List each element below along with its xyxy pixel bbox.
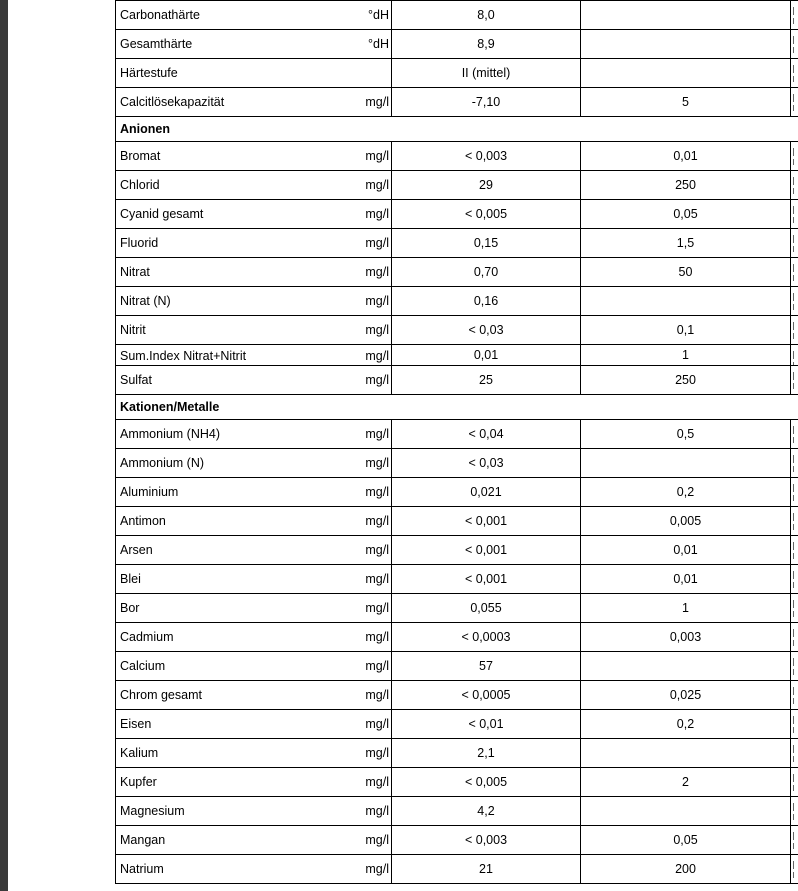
table-row: [116, 797, 798, 826]
measured-value: < 0,04: [392, 420, 581, 449]
parameter-cell: [116, 710, 392, 739]
measured-value: < 0,003: [392, 826, 581, 855]
table-row: [116, 507, 798, 536]
parameter-name: Ammonium (NH4): [120, 427, 221, 441]
table-row: [116, 710, 798, 739]
measured-value: < 0,03: [392, 316, 581, 345]
limit-value: 0,01: [581, 142, 791, 171]
parameter-cell: [116, 652, 392, 681]
table-row: [116, 565, 798, 594]
limit-value: [581, 449, 791, 478]
parameter-unit: °dH: [368, 8, 389, 22]
parameter-cell: [116, 30, 392, 59]
parameter-name: Cadmium: [120, 630, 174, 644]
measured-value: 2,1: [392, 739, 581, 768]
limit-value: [581, 1, 791, 30]
parameter-unit: °dH: [368, 37, 389, 51]
parameter-cell: [116, 797, 392, 826]
parameter-unit: mg/l: [365, 833, 389, 847]
table-row: [116, 229, 798, 258]
measured-value: < 0,001: [392, 536, 581, 565]
limit-value: 0,005: [581, 507, 791, 536]
parameter-name: Sum.Index Nitrat+Nitrit: [120, 349, 247, 363]
parameter-name: Blei: [120, 572, 141, 586]
parameter-unit: mg/l: [365, 862, 389, 876]
parameter-name: Calcium: [120, 659, 166, 673]
parameter-cell: [116, 826, 392, 855]
limit-value: 0,05: [581, 200, 791, 229]
limit-value: 5: [581, 88, 791, 117]
parameter-unit: mg/l: [365, 601, 389, 615]
limit-value: 1: [581, 594, 791, 623]
truncated-column: [791, 1, 798, 30]
table-row: [116, 30, 798, 59]
parameter-unit: mg/l: [365, 485, 389, 499]
table-row: [116, 287, 798, 316]
truncated-column: [791, 366, 798, 395]
parameter-cell: [116, 142, 392, 171]
parameter-cell: [116, 88, 392, 117]
truncated-column: [791, 420, 798, 449]
limit-value: 250: [581, 171, 791, 200]
truncated-column: [791, 768, 798, 797]
parameter-cell: [116, 200, 392, 229]
limit-value: 0,2: [581, 478, 791, 507]
parameter-cell: [116, 681, 392, 710]
parameter-name: Natrium: [120, 862, 164, 876]
truncated-column: [791, 449, 798, 478]
truncated-column: [791, 59, 798, 88]
parameter-cell: [116, 855, 392, 884]
limit-value: 0,01: [581, 536, 791, 565]
parameter-cell: [116, 345, 392, 366]
parameter-name: Carbonathärte: [120, 8, 200, 22]
limit-value: 0,05: [581, 826, 791, 855]
parameter-name: Nitrat: [120, 265, 150, 279]
section-title: Anionen: [116, 117, 798, 142]
truncated-column: [791, 229, 798, 258]
measured-value: 8,9: [392, 30, 581, 59]
parameter-name: Arsen: [120, 543, 153, 557]
table-row: [116, 258, 798, 287]
limit-value: 1: [581, 345, 791, 366]
truncated-column: [791, 855, 798, 884]
parameter-cell: [116, 739, 392, 768]
parameter-cell: [116, 258, 392, 287]
parameter-name: Ammonium (N): [120, 456, 205, 470]
limit-value: 0,003: [581, 623, 791, 652]
limit-value: [581, 739, 791, 768]
parameter-unit: mg/l: [365, 236, 389, 250]
parameter-name: Aluminium: [120, 485, 179, 499]
limit-value: [581, 797, 791, 826]
truncated-column: [791, 88, 798, 117]
measured-value: 0,021: [392, 478, 581, 507]
parameter-unit: mg/l: [365, 572, 389, 586]
parameter-name: Sulfat: [120, 373, 152, 387]
table-row: [116, 449, 798, 478]
measured-value: 8,0: [392, 1, 581, 30]
limit-value: [581, 287, 791, 316]
truncated-column: [791, 200, 798, 229]
parameter-unit: mg/l: [365, 349, 389, 363]
parameter-unit: mg/l: [365, 659, 389, 673]
table-row: [116, 171, 798, 200]
parameter-unit: mg/l: [365, 265, 389, 279]
parameter-name: Kupfer: [120, 775, 157, 789]
table-row: [116, 652, 798, 681]
parameter-unit: mg/l: [365, 688, 389, 702]
parameter-unit: mg/l: [365, 178, 389, 192]
truncated-column: [791, 652, 798, 681]
measured-value: < 0,005: [392, 200, 581, 229]
limit-value: 0,1: [581, 316, 791, 345]
parameter-cell: [116, 316, 392, 345]
table-row: [116, 681, 798, 710]
parameter-name: Eisen: [120, 717, 152, 731]
table-row: [116, 200, 798, 229]
parameter-name: Calcitlösekapazität: [120, 95, 225, 109]
truncated-column: [791, 681, 798, 710]
measured-value: 0,70: [392, 258, 581, 287]
truncated-column: [791, 478, 798, 507]
parameter-cell: [116, 420, 392, 449]
measured-value: 21: [392, 855, 581, 884]
limit-value: [581, 59, 791, 88]
table-row: [116, 1, 798, 30]
parameter-unit: mg/l: [365, 427, 389, 441]
section-title: Kationen/Metalle: [116, 395, 798, 420]
truncated-column: [791, 30, 798, 59]
parameter-unit: mg/l: [365, 207, 389, 221]
table-row: [116, 536, 798, 565]
truncated-column: [791, 797, 798, 826]
limit-value: [581, 30, 791, 59]
section-header-anionen: [116, 117, 798, 142]
measured-value: < 0,003: [392, 142, 581, 171]
measured-value: < 0,0005: [392, 681, 581, 710]
truncated-column: [791, 536, 798, 565]
parameter-name: Nitrit: [120, 323, 146, 337]
truncated-column: [791, 826, 798, 855]
table-row: [116, 478, 798, 507]
measured-value: < 0,005: [392, 768, 581, 797]
measured-value: 0,055: [392, 594, 581, 623]
limit-value: 0,5: [581, 420, 791, 449]
parameter-cell: [116, 594, 392, 623]
limit-value: 250: [581, 366, 791, 395]
truncated-column: [791, 142, 798, 171]
table-row: [116, 826, 798, 855]
water-analysis-table: [115, 0, 798, 884]
truncated-column: [791, 623, 798, 652]
parameter-unit: mg/l: [365, 323, 389, 337]
table-row: [116, 855, 798, 884]
truncated-column: [791, 594, 798, 623]
parameter-unit: mg/l: [365, 775, 389, 789]
limit-value: 0,025: [581, 681, 791, 710]
table-row: [116, 59, 798, 88]
parameter-unit: mg/l: [365, 746, 389, 760]
measured-value: < 0,01: [392, 710, 581, 739]
measured-value: < 0,03: [392, 449, 581, 478]
parameter-name: Cyanid gesamt: [120, 207, 204, 221]
parameter-cell: [116, 507, 392, 536]
table-row: [116, 345, 798, 366]
measured-value: 0,16: [392, 287, 581, 316]
parameter-unit: mg/l: [365, 373, 389, 387]
parameter-cell: [116, 287, 392, 316]
parameter-name: Gesamthärte: [120, 37, 193, 51]
parameter-name: Fluorid: [120, 236, 159, 250]
limit-value: [581, 652, 791, 681]
parameter-unit: mg/l: [365, 294, 389, 308]
parameter-unit: mg/l: [365, 514, 389, 528]
limit-value: 1,5: [581, 229, 791, 258]
table-row: [116, 316, 798, 345]
truncated-column: [791, 171, 798, 200]
parameter-unit: mg/l: [365, 95, 389, 109]
section-header-kationen-metalle: [116, 395, 798, 420]
parameter-cell: [116, 449, 392, 478]
parameter-name: Härtestufe: [120, 66, 178, 80]
parameter-name: Mangan: [120, 833, 166, 847]
limit-value: 200: [581, 855, 791, 884]
table-row: [116, 88, 798, 117]
parameter-cell: [116, 1, 392, 30]
measured-value: < 0,0003: [392, 623, 581, 652]
parameter-name: Antimon: [120, 514, 166, 528]
table-row: [116, 739, 798, 768]
truncated-column: [791, 710, 798, 739]
table-row: [116, 768, 798, 797]
measured-value: < 0,001: [392, 507, 581, 536]
measured-value: < 0,001: [392, 565, 581, 594]
limit-value: 50: [581, 258, 791, 287]
parameter-cell: [116, 768, 392, 797]
parameter-name: Magnesium: [120, 804, 185, 818]
parameter-name: Kalium: [120, 746, 159, 760]
limit-value: 0,01: [581, 565, 791, 594]
parameter-name: Bor: [120, 601, 140, 615]
measured-value: 0,01: [392, 345, 581, 366]
table-row: [116, 142, 798, 171]
parameter-cell: [116, 171, 392, 200]
truncated-column: [791, 316, 798, 345]
parameter-cell: [116, 623, 392, 652]
table-row: [116, 623, 798, 652]
parameter-unit: mg/l: [365, 456, 389, 470]
parameter-cell: [116, 366, 392, 395]
table-row: [116, 594, 798, 623]
parameter-cell: [116, 536, 392, 565]
parameter-unit: mg/l: [365, 717, 389, 731]
truncated-column: [791, 507, 798, 536]
parameter-name: Bromat: [120, 149, 161, 163]
limit-value: 0,2: [581, 710, 791, 739]
parameter-cell: [116, 59, 392, 88]
parameter-unit: mg/l: [365, 630, 389, 644]
parameter-cell: [116, 478, 392, 507]
table-row: [116, 420, 798, 449]
measured-value: II (mittel): [392, 59, 581, 88]
parameter-unit: mg/l: [365, 804, 389, 818]
parameter-unit: mg/l: [365, 149, 389, 163]
truncated-column: [791, 739, 798, 768]
measured-value: 57: [392, 652, 581, 681]
parameter-cell: [116, 565, 392, 594]
parameter-name: Chrom gesamt: [120, 688, 202, 702]
truncated-column: [791, 565, 798, 594]
measured-value: 29: [392, 171, 581, 200]
table-row: [116, 366, 798, 395]
truncated-column: [791, 287, 798, 316]
measured-value: 0,15: [392, 229, 581, 258]
parameter-name: Nitrat (N): [120, 294, 171, 308]
parameter-unit: mg/l: [365, 543, 389, 557]
parameter-cell: [116, 229, 392, 258]
parameter-name: Chlorid: [120, 178, 160, 192]
measured-value: -7,10: [392, 88, 581, 117]
truncated-column: [791, 258, 798, 287]
measured-value: 4,2: [392, 797, 581, 826]
measured-value: 25: [392, 366, 581, 395]
truncated-column: [791, 345, 798, 366]
limit-value: 2: [581, 768, 791, 797]
